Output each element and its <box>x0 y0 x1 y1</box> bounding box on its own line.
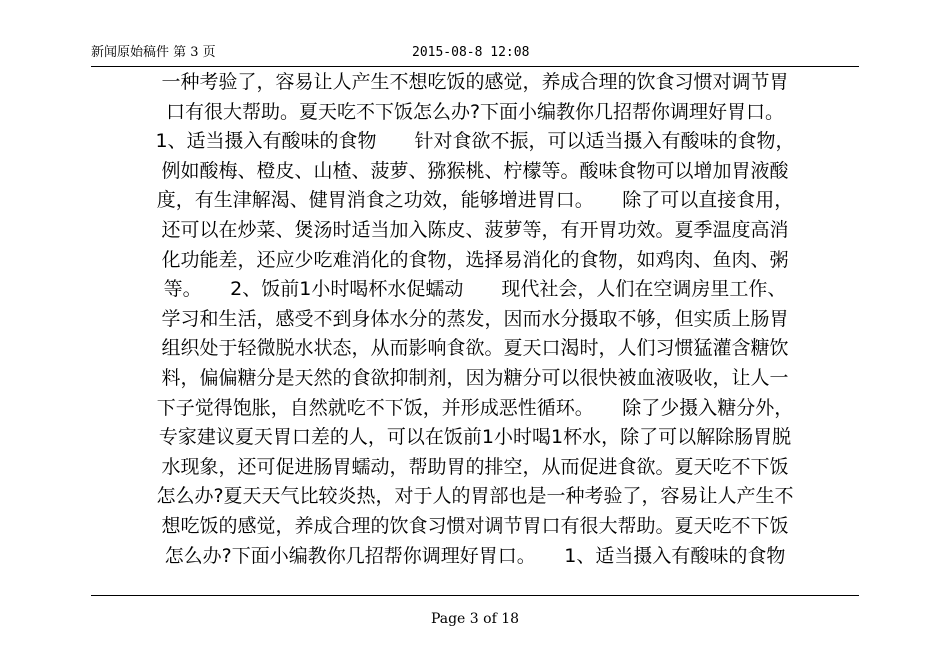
body-line: 学习和生活，感受不到身体水分的蒸发，因而水分摄取不够，但实质上肠胃 <box>161 307 789 330</box>
body-line: 怎么办?下面小编教你几招帮你调理好胃口。 1、适当摄入有酸味的食物 <box>164 544 786 567</box>
body-line: 组织处于轻微脱水状态，从而影响食欲。夏天口渴时，人们习惯猛灌含糖饮 <box>161 337 789 360</box>
body-line: 下子觉得饱胀，自然就吃不下饭，并形成恶性循环。 除了少摄入糖分外， <box>156 396 794 419</box>
body-line: 1、适当摄入有酸味的食物 针对食欲不振，可以适当摄入有酸味的食物， <box>155 130 795 153</box>
body-line: 水现象，还可促进肠胃蠕动，帮助胃的排空，从而促进食欲。夏天吃不下饭 <box>161 455 789 478</box>
body-line: 一种考验了，容易让人产生不想吃饭的感觉，养成合理的饮食习惯对调节胃 <box>161 71 789 93</box>
footer-divider <box>91 595 859 596</box>
body-line: 想吃饭的感觉，养成合理的饮食习惯对调节胃口有很大帮助。夏天吃不下饭 <box>161 514 789 537</box>
page-number: Page 3 of 18 <box>430 611 520 627</box>
body-line: 怎么办?夏天天气比较炎热，对于人的胃部也是一种考验了，容易让人产生不 <box>156 485 794 508</box>
body-line: 口有很大帮助。夏天吃不下饭怎么办?下面小编教你几招帮你调理好胃口。 <box>165 100 785 123</box>
body-line: 例如酸梅、橙皮、山楂、菠萝、猕猴桃、柠檬等。酸味食物可以增加胃液酸 <box>161 159 789 182</box>
body-line: 化功能差，还应少吃难消化的食物，选择易消化的食物，如鸡肉、鱼肉、粥 <box>161 248 789 271</box>
page-header <box>91 43 859 63</box>
body-line: 还可以在炒菜、煲汤时适当加入陈皮、菠萝等，有开胃功效。夏季温度高消 <box>161 218 789 241</box>
article-body <box>91 68 859 571</box>
body-line: 料，偏偏糖分是天然的食欲抑制剂，因为糖分可以很快被血液吸收，让人一 <box>161 366 789 389</box>
header-divider <box>91 66 859 67</box>
document-label: 新闻原始稿件 第 3 页 <box>91 45 216 60</box>
body-line: 专家建议夏天胃口差的人，可以在饭前1小时喝1杯水，除了可以解除肠胃脱 <box>158 426 792 449</box>
body-line: 度，有生津解渴、健胃消食之功效，能够增进胃口。 除了可以直接食用， <box>156 189 794 212</box>
header-datetime: 2015-08-8 12:08 <box>412 45 530 60</box>
body-line: 等。 2、饭前1小时喝杯水促蠕动 现代社会，人们在空调房里工作、 <box>163 278 787 301</box>
